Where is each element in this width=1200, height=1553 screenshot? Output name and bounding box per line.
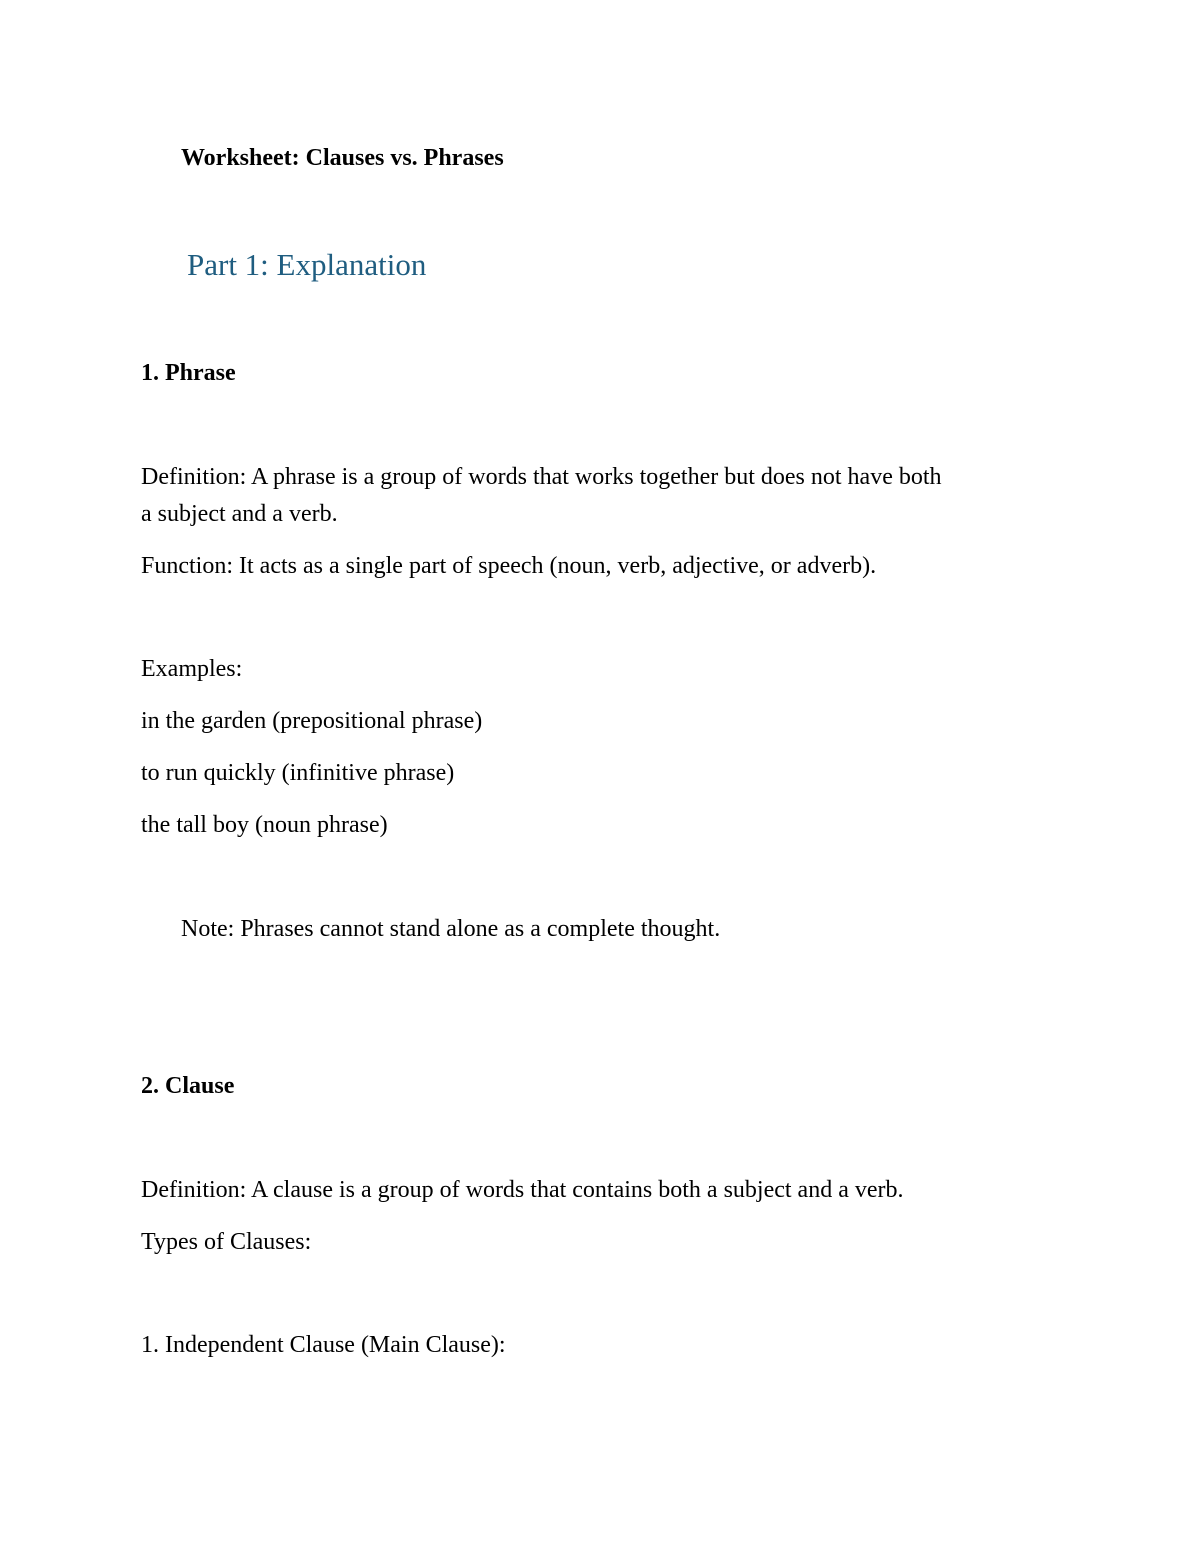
phrase-section-heading: 1. Phrase [141, 360, 236, 386]
clause-definition: Definition: A clause is a group of words that contains both a subject and a verb. [141, 1177, 904, 1203]
phrase-definition-line-2: a subject and a verb. [141, 501, 338, 527]
phrase-definition-line-1: Definition: A phrase is a group of words that works together but does not have both [141, 464, 942, 490]
examples-label: Examples: [141, 656, 243, 682]
part-heading: Part 1: Explanation [187, 247, 427, 282]
example-item: the tall boy (noun phrase) [141, 812, 388, 838]
example-item: in the garden (prepositional phrase) [141, 708, 483, 734]
independent-clause-heading: 1. Independent Clause (Main Clause): [141, 1332, 506, 1358]
clause-types-label: Types of Clauses: [141, 1229, 312, 1255]
phrase-function: Function: It acts as a single part of speech (noun, verb, adjective, or adverb). [141, 553, 877, 579]
phrase-note: Note: Phrases cannot stand alone as a complete thought. [181, 916, 721, 942]
worksheet-title: Worksheet: Clauses vs. Phrases [181, 145, 504, 171]
clause-section-heading: 2. Clause [141, 1073, 235, 1099]
example-item: to run quickly (infinitive phrase) [141, 760, 455, 786]
